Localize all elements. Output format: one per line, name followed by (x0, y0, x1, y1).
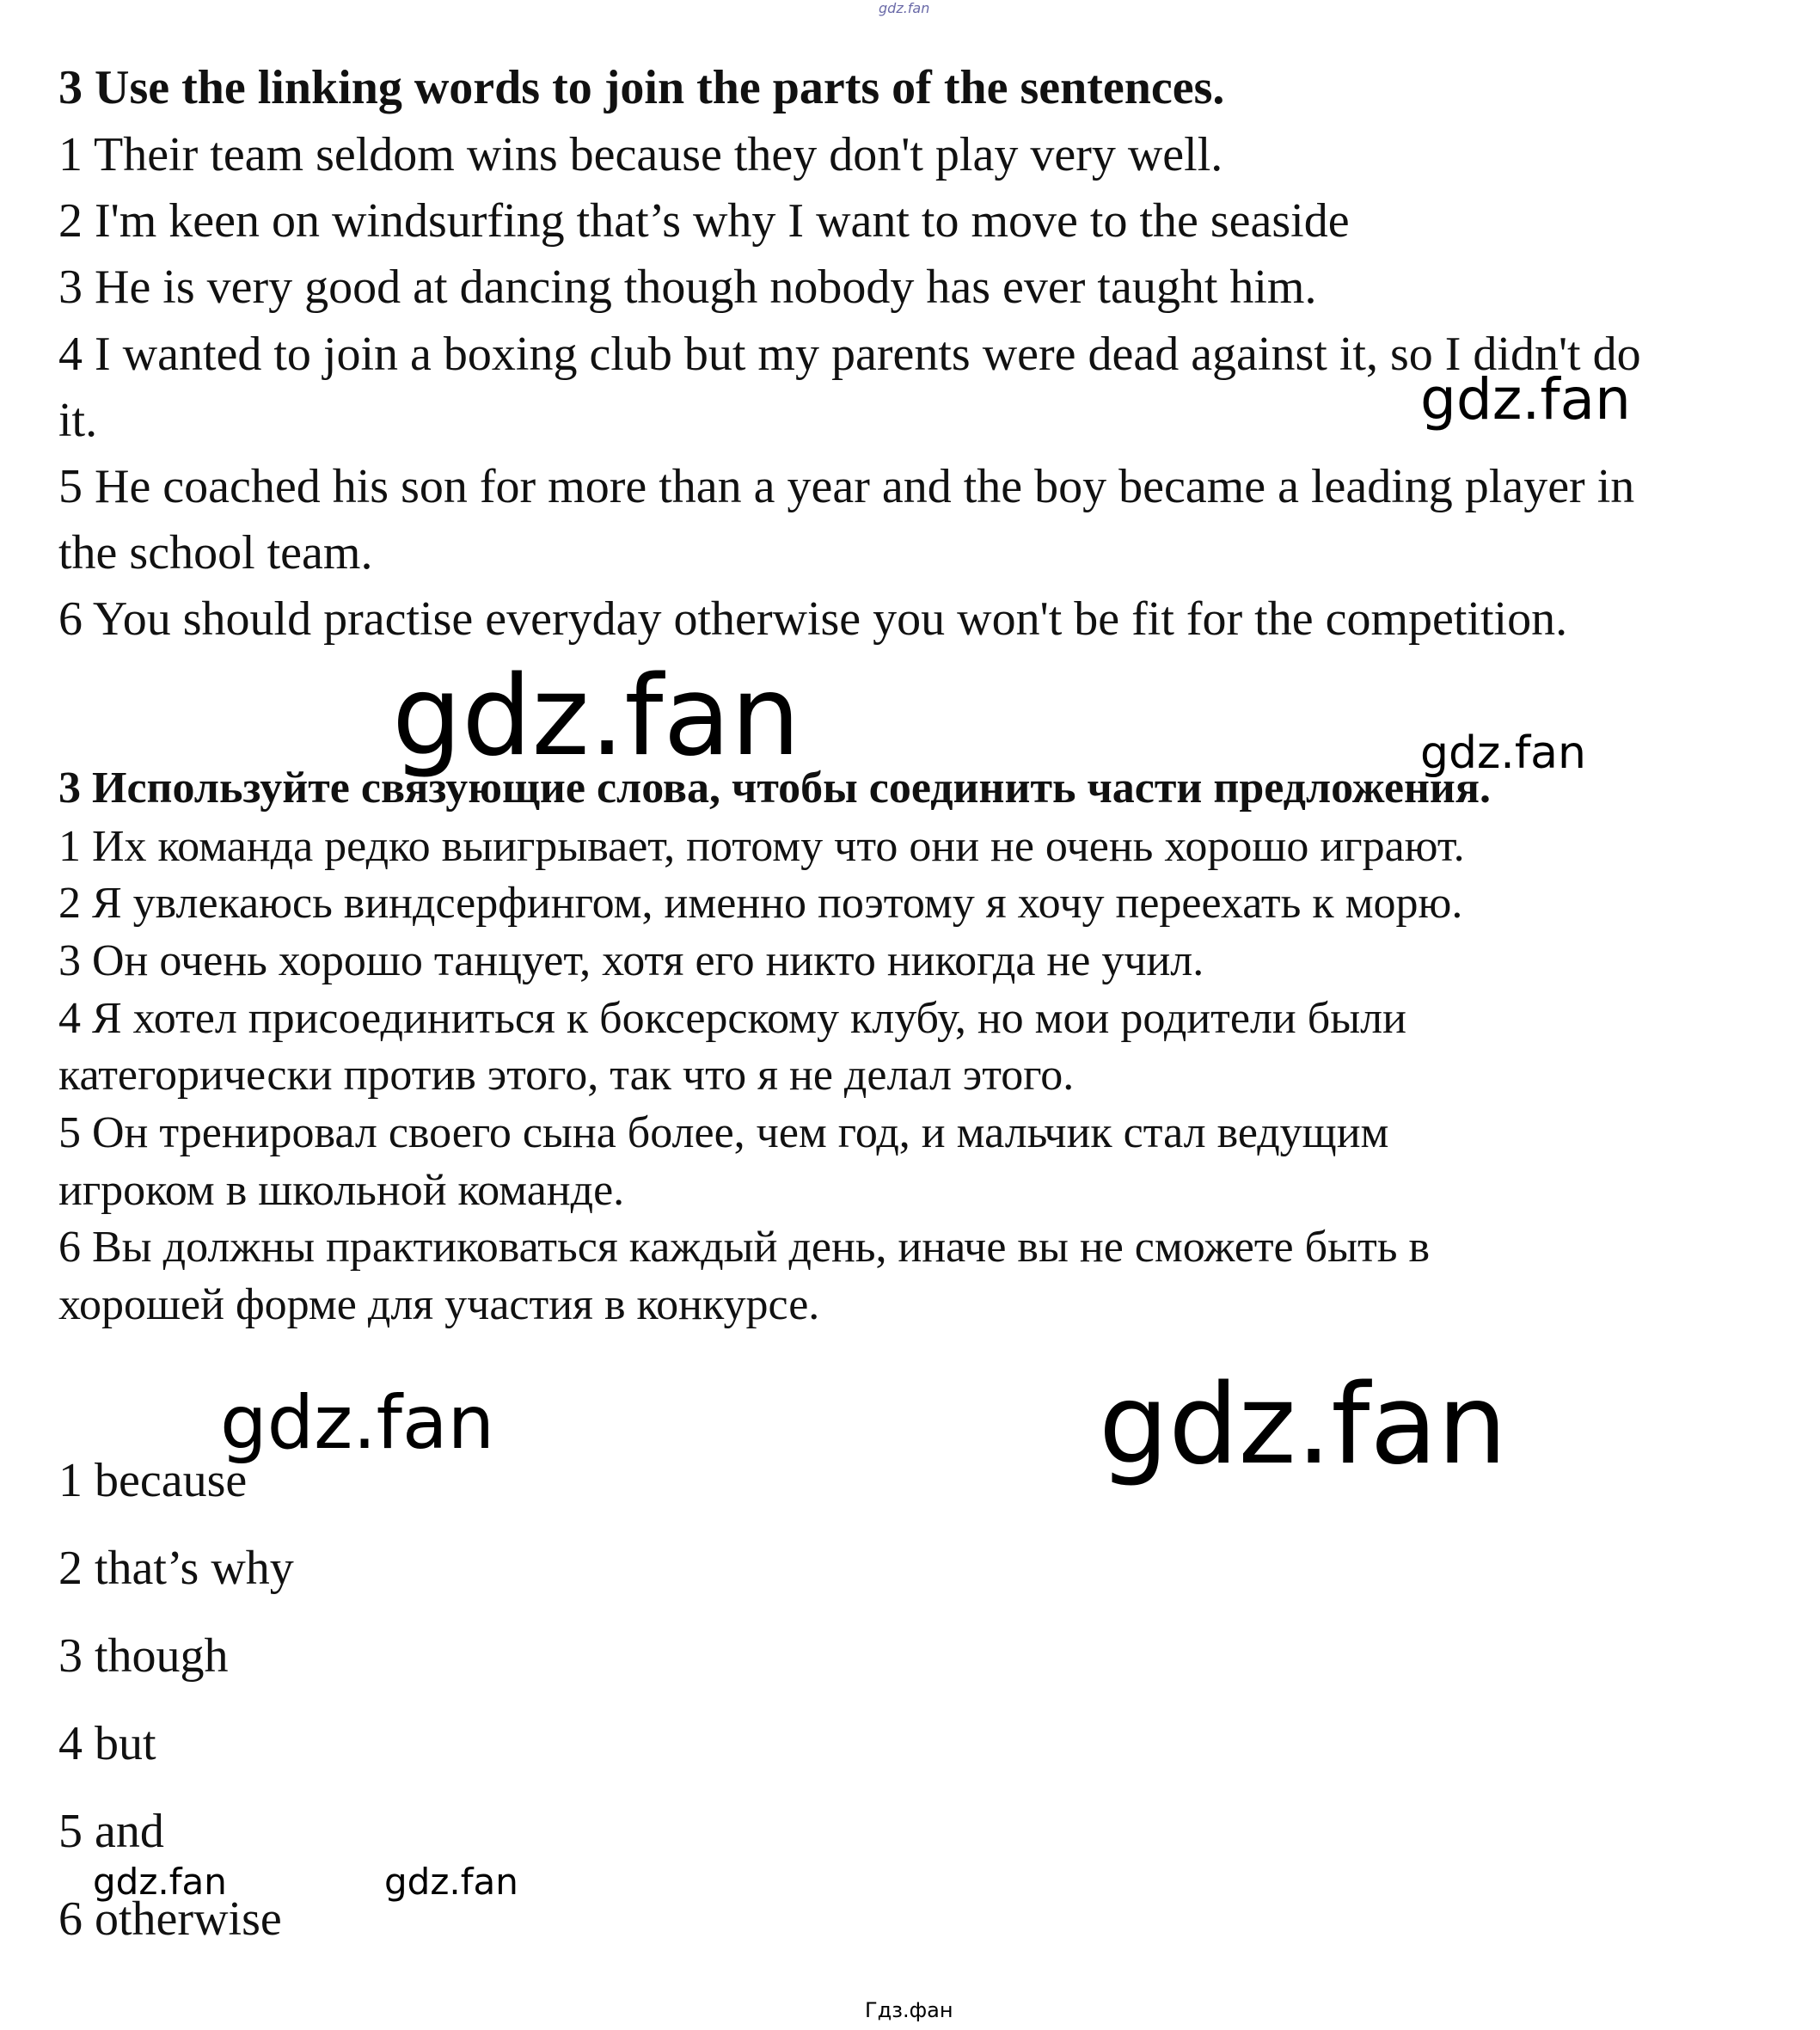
watermark: gdz.fan (1420, 366, 1631, 432)
russian-line: 5 Он тренировал своего сына более, чем год, и мальчик стал ведущим (58, 1108, 1389, 1157)
english-title: 3 Use the linking words to join the parts of the sentences. (58, 61, 1225, 114)
top-watermark: gdz.fan (879, 0, 930, 16)
english-line: 3 He is very good at dancing though nobody has ever taught him. (58, 261, 1317, 314)
russian-title: 3 Используйте связующие слова, чтобы соединить части предложения. (58, 764, 1492, 813)
watermark: gdz.fan (220, 1380, 495, 1466)
answer-item: 2 that’s why (58, 1542, 294, 1595)
russian-line: 6 Вы должны практиковаться каждый день, иначе вы не сможете быть в (58, 1223, 1431, 1272)
answer-item: 5 and (58, 1805, 164, 1858)
answer-item: 3 though (58, 1629, 229, 1683)
watermark: gdz.fan (1099, 1361, 1507, 1489)
watermark: gdz.fan (384, 1861, 518, 1903)
answer-item: 4 but (58, 1717, 156, 1770)
english-line: it. (58, 394, 98, 447)
english-line: 1 Their team seldom wins because they don't play very well. (58, 128, 1223, 181)
russian-line: 3 Он очень хорошо танцует, хотя его никто никогда не учил. (58, 936, 1204, 985)
footer-watermark: Гдз.фан (865, 1998, 953, 2022)
russian-line: 2 Я увлекаюсь виндсерфингом, именно поэтому я хочу переехать к морю. (58, 879, 1463, 928)
russian-line: хорошей форме для участия в конкурсе. (58, 1280, 820, 1329)
watermark: gdz.fan (1420, 727, 1586, 779)
english-line: the school team. (58, 526, 373, 580)
russian-line: 4 Я хотел присоединиться к боксерскому клубу, но мои родители были (58, 994, 1406, 1043)
russian-line: 1 Их команда редко выигрывает, потому что они не очень хорошо играют. (58, 822, 1465, 871)
english-line: 4 I wanted to join a boxing club but my parents were dead against it, so I didn't do (58, 328, 1641, 381)
english-line: 6 You should practise everyday otherwise you won't be fit for the competition. (58, 592, 1568, 646)
answer-item: 1 because (58, 1454, 248, 1507)
answer-item: 6 otherwise (58, 1892, 282, 1946)
watermark: gdz.fan (392, 653, 800, 781)
russian-line: игроком в школьной команде. (58, 1166, 625, 1215)
english-line: 5 He coached his son for more than a year and the boy became a leading player in (58, 460, 1635, 513)
watermark: gdz.fan (93, 1861, 227, 1903)
english-line: 2 I'm keen on windsurfing that’s why I want to move to the seaside (58, 194, 1350, 248)
russian-line: категорически против этого, так что я не делал этого. (58, 1051, 1075, 1100)
